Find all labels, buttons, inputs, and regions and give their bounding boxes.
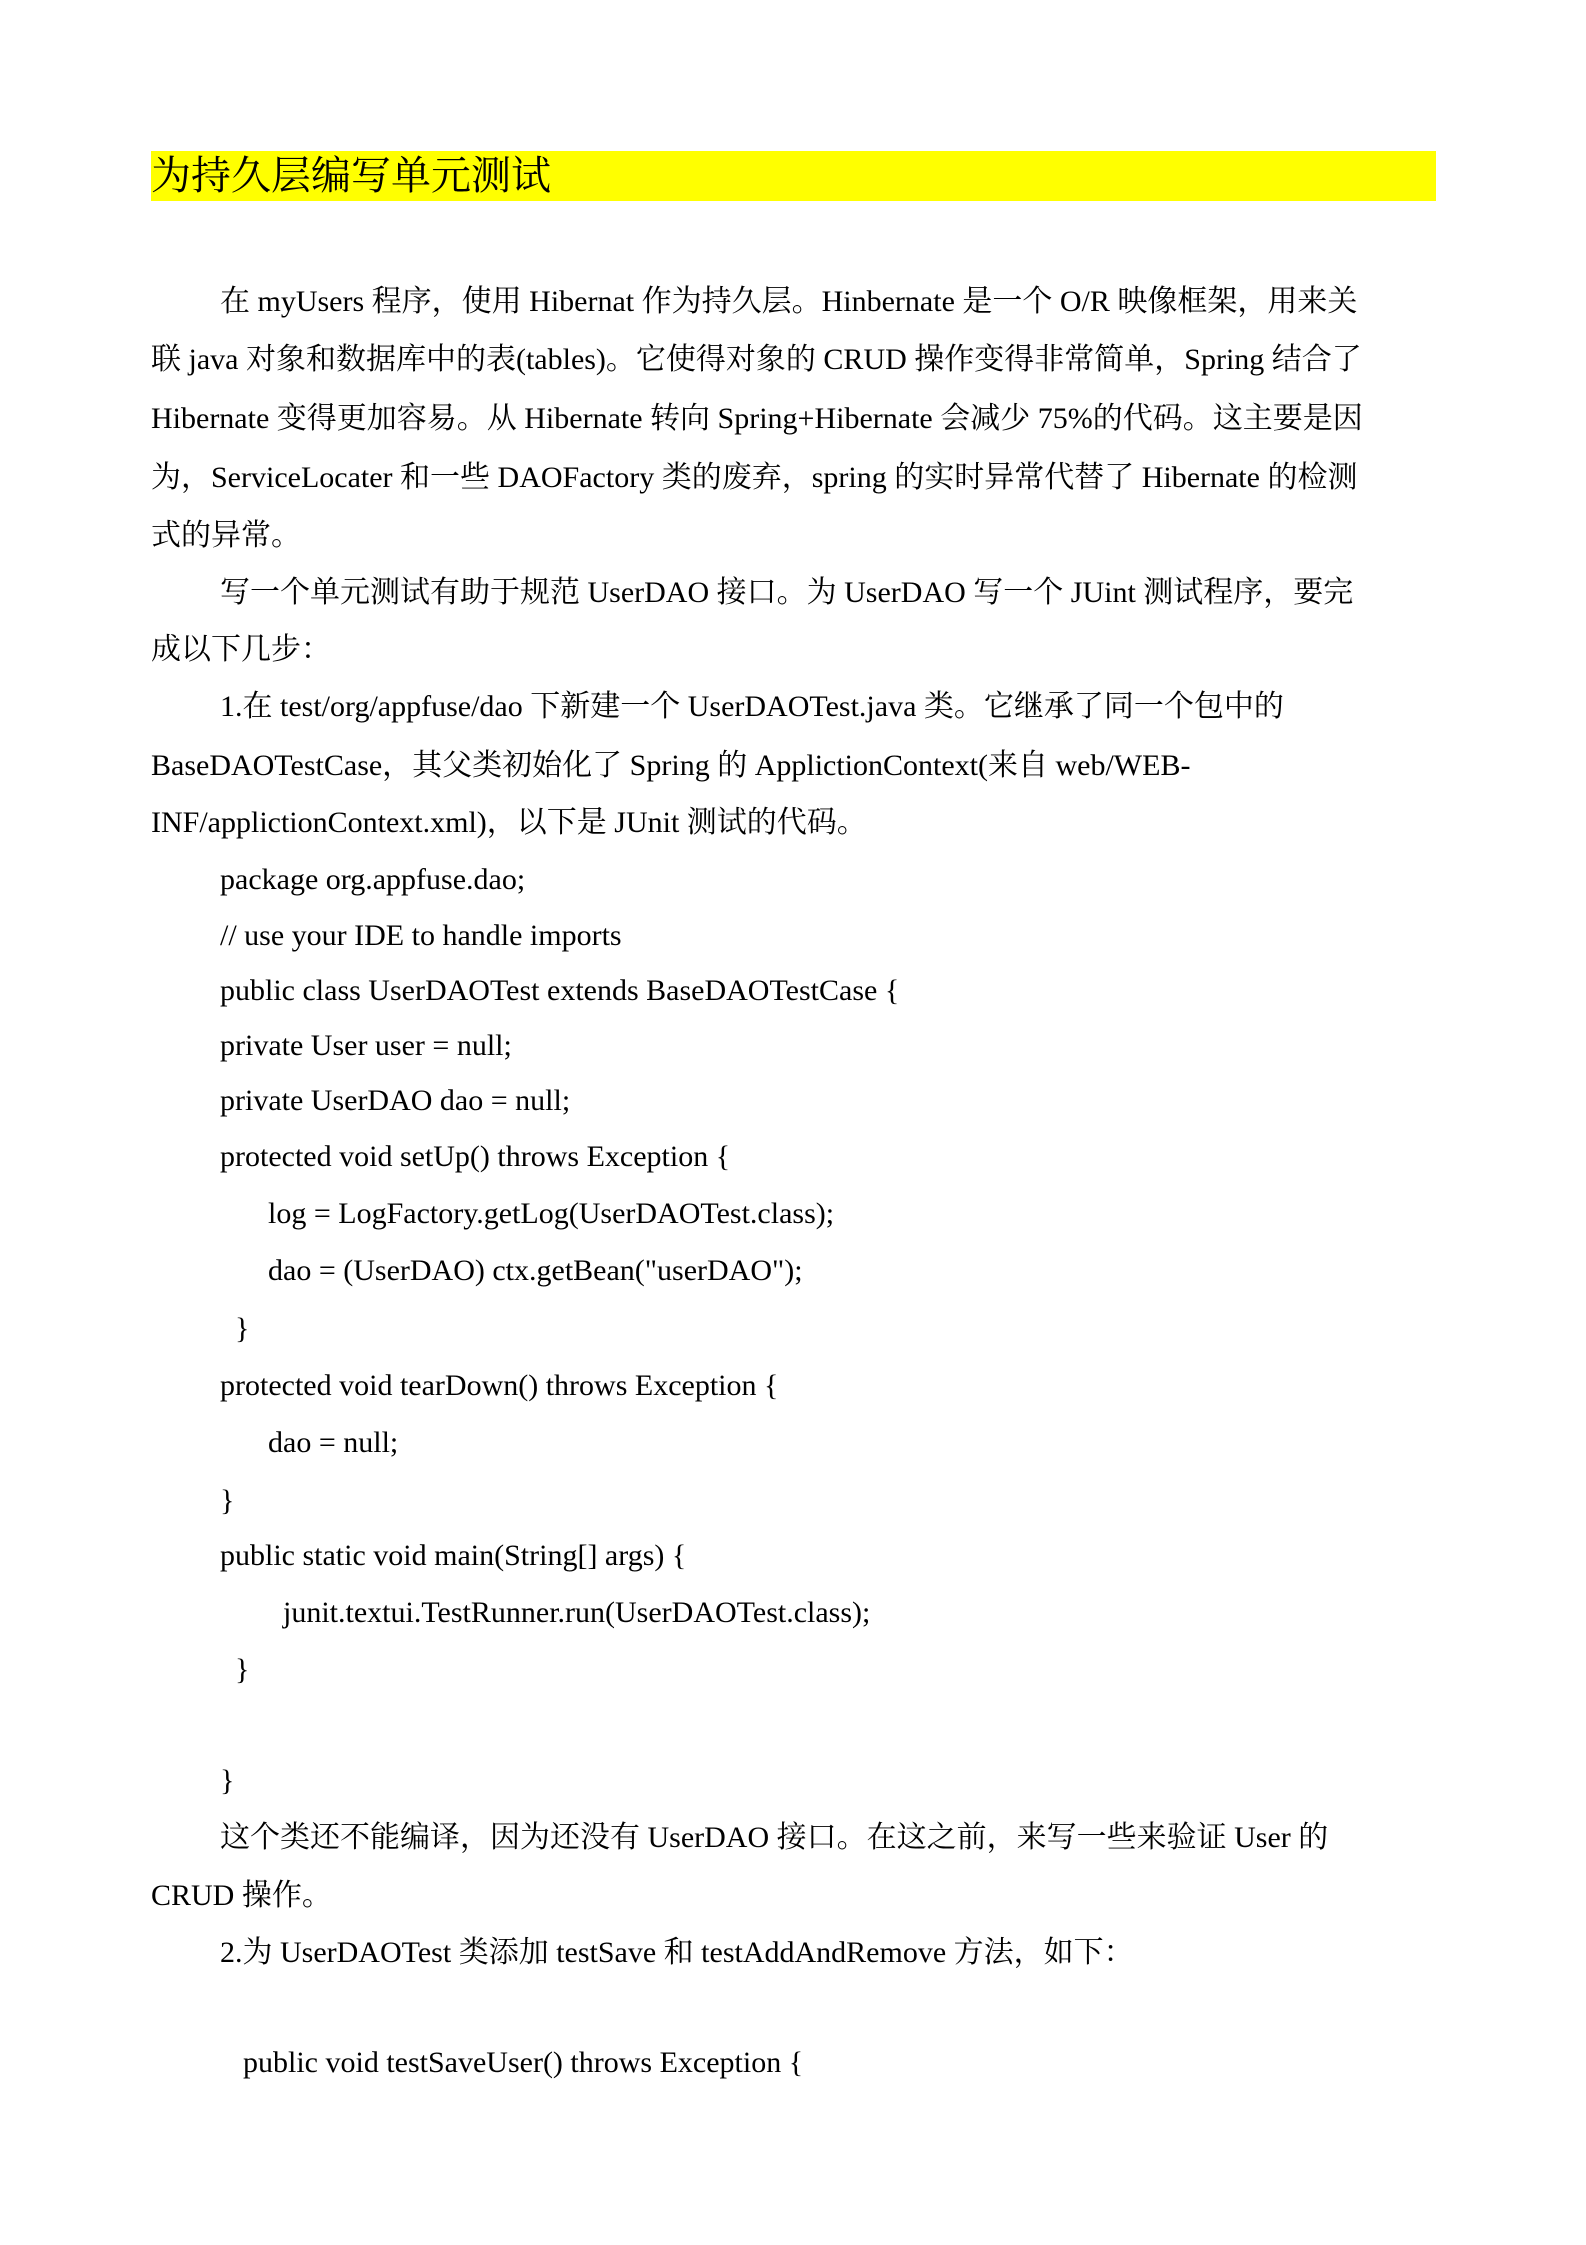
code-line: junit.textui.TestRunner.run(UserDAOTest.class); (283, 1596, 871, 1629)
paragraph-line: 成以下几步： (151, 633, 331, 666)
paragraph-line: 式的异常。 (151, 519, 301, 552)
code-line: protected void tearDown() throws Exception { (220, 1369, 779, 1402)
step-1-line: INF/applictionContext.xml)，以下是 JUnit 测试的代码。 (151, 806, 867, 839)
code-line: dao = (UserDAO) ctx.getBean("userDAO"); (268, 1254, 803, 1287)
code-line: } (220, 1764, 235, 1797)
code-line: package org.appfuse.dao; (220, 863, 526, 896)
page-title: 为持久层编写单元测试 (151, 153, 551, 198)
code-line: // use your IDE to handle imports (220, 919, 622, 952)
step-1-line: 1.在 test/org/appfuse/dao 下新建一个 UserDAOTest.java 类。它继承了同一个包中的 (220, 690, 1284, 723)
code-line: } (235, 1312, 250, 1345)
code-line: protected void setUp() throws Exception { (220, 1140, 731, 1173)
code-line: log = LogFactory.getLog(UserDAOTest.class); (268, 1197, 835, 1230)
paragraph-line: CRUD 操作。 (151, 1879, 332, 1912)
code-line: public class UserDAOTest extends BaseDAOTestCase { (220, 974, 900, 1007)
paragraph-line: 在 myUsers 程序，使用 Hibernat 作为持久层。Hinbernate 是一个 O/R 映像框架，用来关 (220, 285, 1358, 318)
paragraph-line: 写一个单元测试有助于规范 UserDAO 接口。为 UserDAO 写一个 JUint 测试程序，要完 (220, 576, 1354, 609)
paragraph-line: Hibernate 变得更加容易。从 Hibernate 转向 Spring+Hibernate 会减少 75%的代码。这主要是因 (151, 402, 1363, 435)
paragraph-line: 这个类还不能编译，因为还没有 UserDAO 接口。在这之前，来写一些来验证 User 的 (220, 1821, 1329, 1854)
paragraph-line: 为，ServiceLocater 和一些 DAOFactory 类的废弃，spring 的实时异常代替了 Hibernate 的检测 (151, 461, 1358, 494)
paragraph-line: 联 java 对象和数据库中的表(tables)。它使得对象的 CRUD 操作变得非常简单，Spring 结合了 (151, 343, 1362, 376)
code-line: private UserDAO dao = null; (220, 1084, 571, 1117)
step-2-line: 2.为 UserDAOTest 类添加 testSave 和 testAddAndRemove 方法，如下： (220, 1936, 1134, 1969)
code-line: } (220, 1484, 235, 1517)
code-line: public static void main(String[] args) { (220, 1539, 687, 1572)
code-line: public void testSaveUser() throws Exception { (243, 2046, 804, 2079)
code-line: dao = null; (268, 1426, 399, 1459)
code-line: private User user = null; (220, 1029, 512, 1062)
step-1-line: BaseDAOTestCase，其父类初始化了 Spring 的 ApplictionContext(来自 web/WEB- (151, 749, 1191, 782)
code-line: } (235, 1653, 250, 1686)
